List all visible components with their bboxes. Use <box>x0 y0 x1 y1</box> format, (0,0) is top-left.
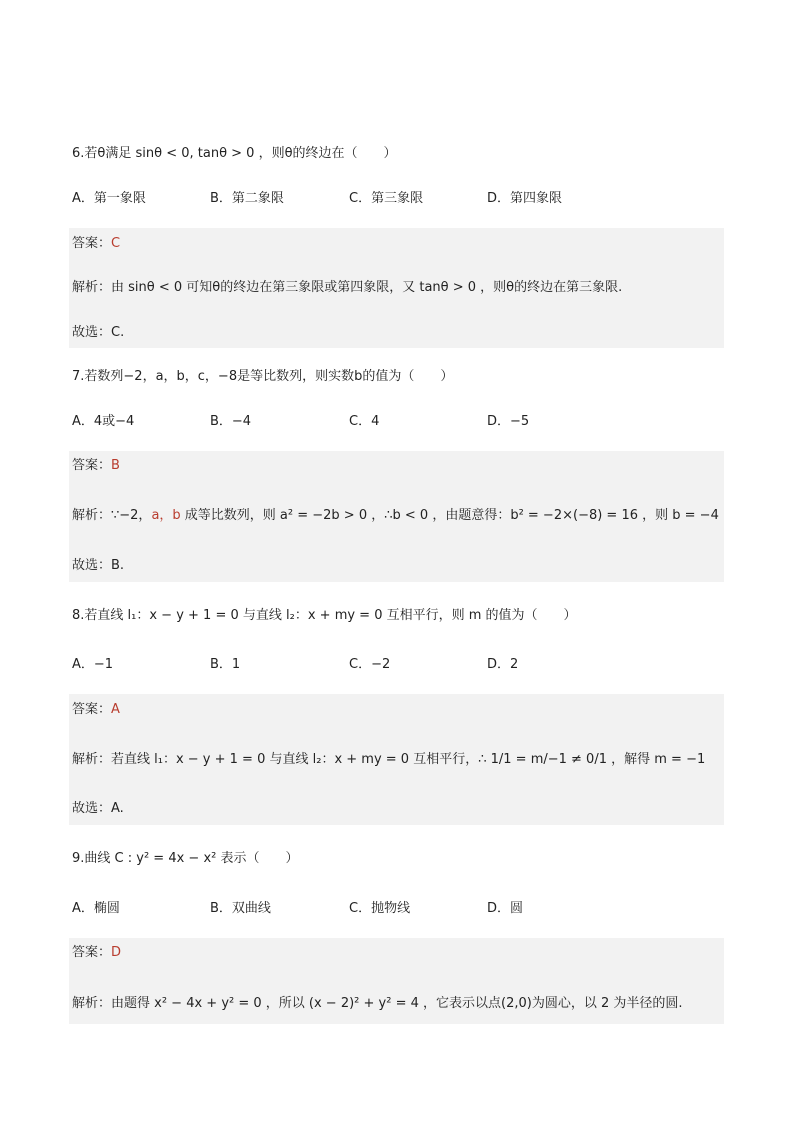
option-d: D．−5 <box>487 414 530 429</box>
question-7-stem: 7.若数列−2，a，b，c，−8是等比数列，则实数b的值为（ ） <box>72 369 454 384</box>
question-6-options <box>72 189 724 209</box>
analysis-text: 解析：由 sinθ < 0 可知θ的终边在第三象限或第四象限，又 tanθ > 0 ，则θ的终边在第三象限. <box>72 280 623 295</box>
answer-line <box>72 456 120 476</box>
answer-label: 答案： <box>72 702 112 717</box>
answer-value: C <box>111 236 121 251</box>
option-c: C．4 <box>349 414 380 429</box>
option-c: C．抛物线 <box>349 901 411 916</box>
question-7-answer-box <box>69 451 724 582</box>
analysis-text: 解析：由题得 x² − 4x + y² = 0 ，所以 (x − 2)² + y² = 4 ，它表示以点(2,0)为圆心，以 2 为半径的圆. <box>72 996 683 1011</box>
answer-line <box>72 234 120 254</box>
analysis-highlight: a，b <box>151 508 181 523</box>
option-c: C．−2 <box>349 657 391 672</box>
question-7-options <box>72 412 724 432</box>
answer-value: B <box>111 458 120 473</box>
answer-label: 答案： <box>72 945 112 960</box>
answer-value: A <box>111 702 120 717</box>
question-9-answer-box <box>69 938 724 1024</box>
option-c: C．第三象限 <box>349 191 424 206</box>
option-d: D．第四象限 <box>487 191 563 206</box>
answer-line <box>72 943 121 963</box>
analysis-text: 解析：若直线 l₁：x − y + 1 = 0 与直线 l₂：x + my = 0 互相平行，∴ 1/1 = m/−1 ≠ 0/1 ，解得 m = −1 <box>72 752 706 767</box>
answer-label: 答案： <box>72 458 112 473</box>
option-a: A．第一象限 <box>72 191 146 206</box>
question-8-options <box>72 655 724 675</box>
conclusion-text: 故选：C. <box>72 325 125 340</box>
question-9-options <box>72 899 724 919</box>
option-b: B．第二象限 <box>210 191 284 206</box>
question-8-answer-box <box>69 694 724 825</box>
option-d: D．圆 <box>487 901 524 916</box>
option-a: A．−1 <box>72 657 114 672</box>
answer-line <box>72 700 120 720</box>
answer-label: 答案： <box>72 236 112 251</box>
option-b: B．−4 <box>210 414 252 429</box>
option-b: B．双曲线 <box>210 901 271 916</box>
conclusion-text: 故选：A. <box>72 801 124 816</box>
analysis-suffix: 成等比数列，则 a² = −2b > 0 ，∴b < 0 ，由题意得：b² = −2×(−8) = 16 ，则 b = −4 <box>180 508 719 523</box>
conclusion-text: 故选：B. <box>72 558 125 573</box>
answer-value: D <box>111 945 122 960</box>
option-b: B．1 <box>210 657 241 672</box>
option-a: A．椭圆 <box>72 901 120 916</box>
question-8-stem: 8.若直线 l₁：x − y + 1 = 0 与直线 l₂：x + my = 0 互相平行，则 m 的值为（ ） <box>72 608 577 623</box>
option-d: D．2 <box>487 657 519 672</box>
analysis-prefix: 解析：∵−2， <box>72 508 152 523</box>
option-a: A．4或−4 <box>72 414 135 429</box>
analysis-text <box>72 506 719 526</box>
question-6-answer-box <box>69 228 724 348</box>
question-6-stem: 6.若θ满足 sinθ < 0, tanθ > 0 ，则θ的终边在（ ） <box>72 146 397 161</box>
question-9-stem: 9.曲线 C : y² = 4x − x² 表示（ ） <box>72 851 299 866</box>
